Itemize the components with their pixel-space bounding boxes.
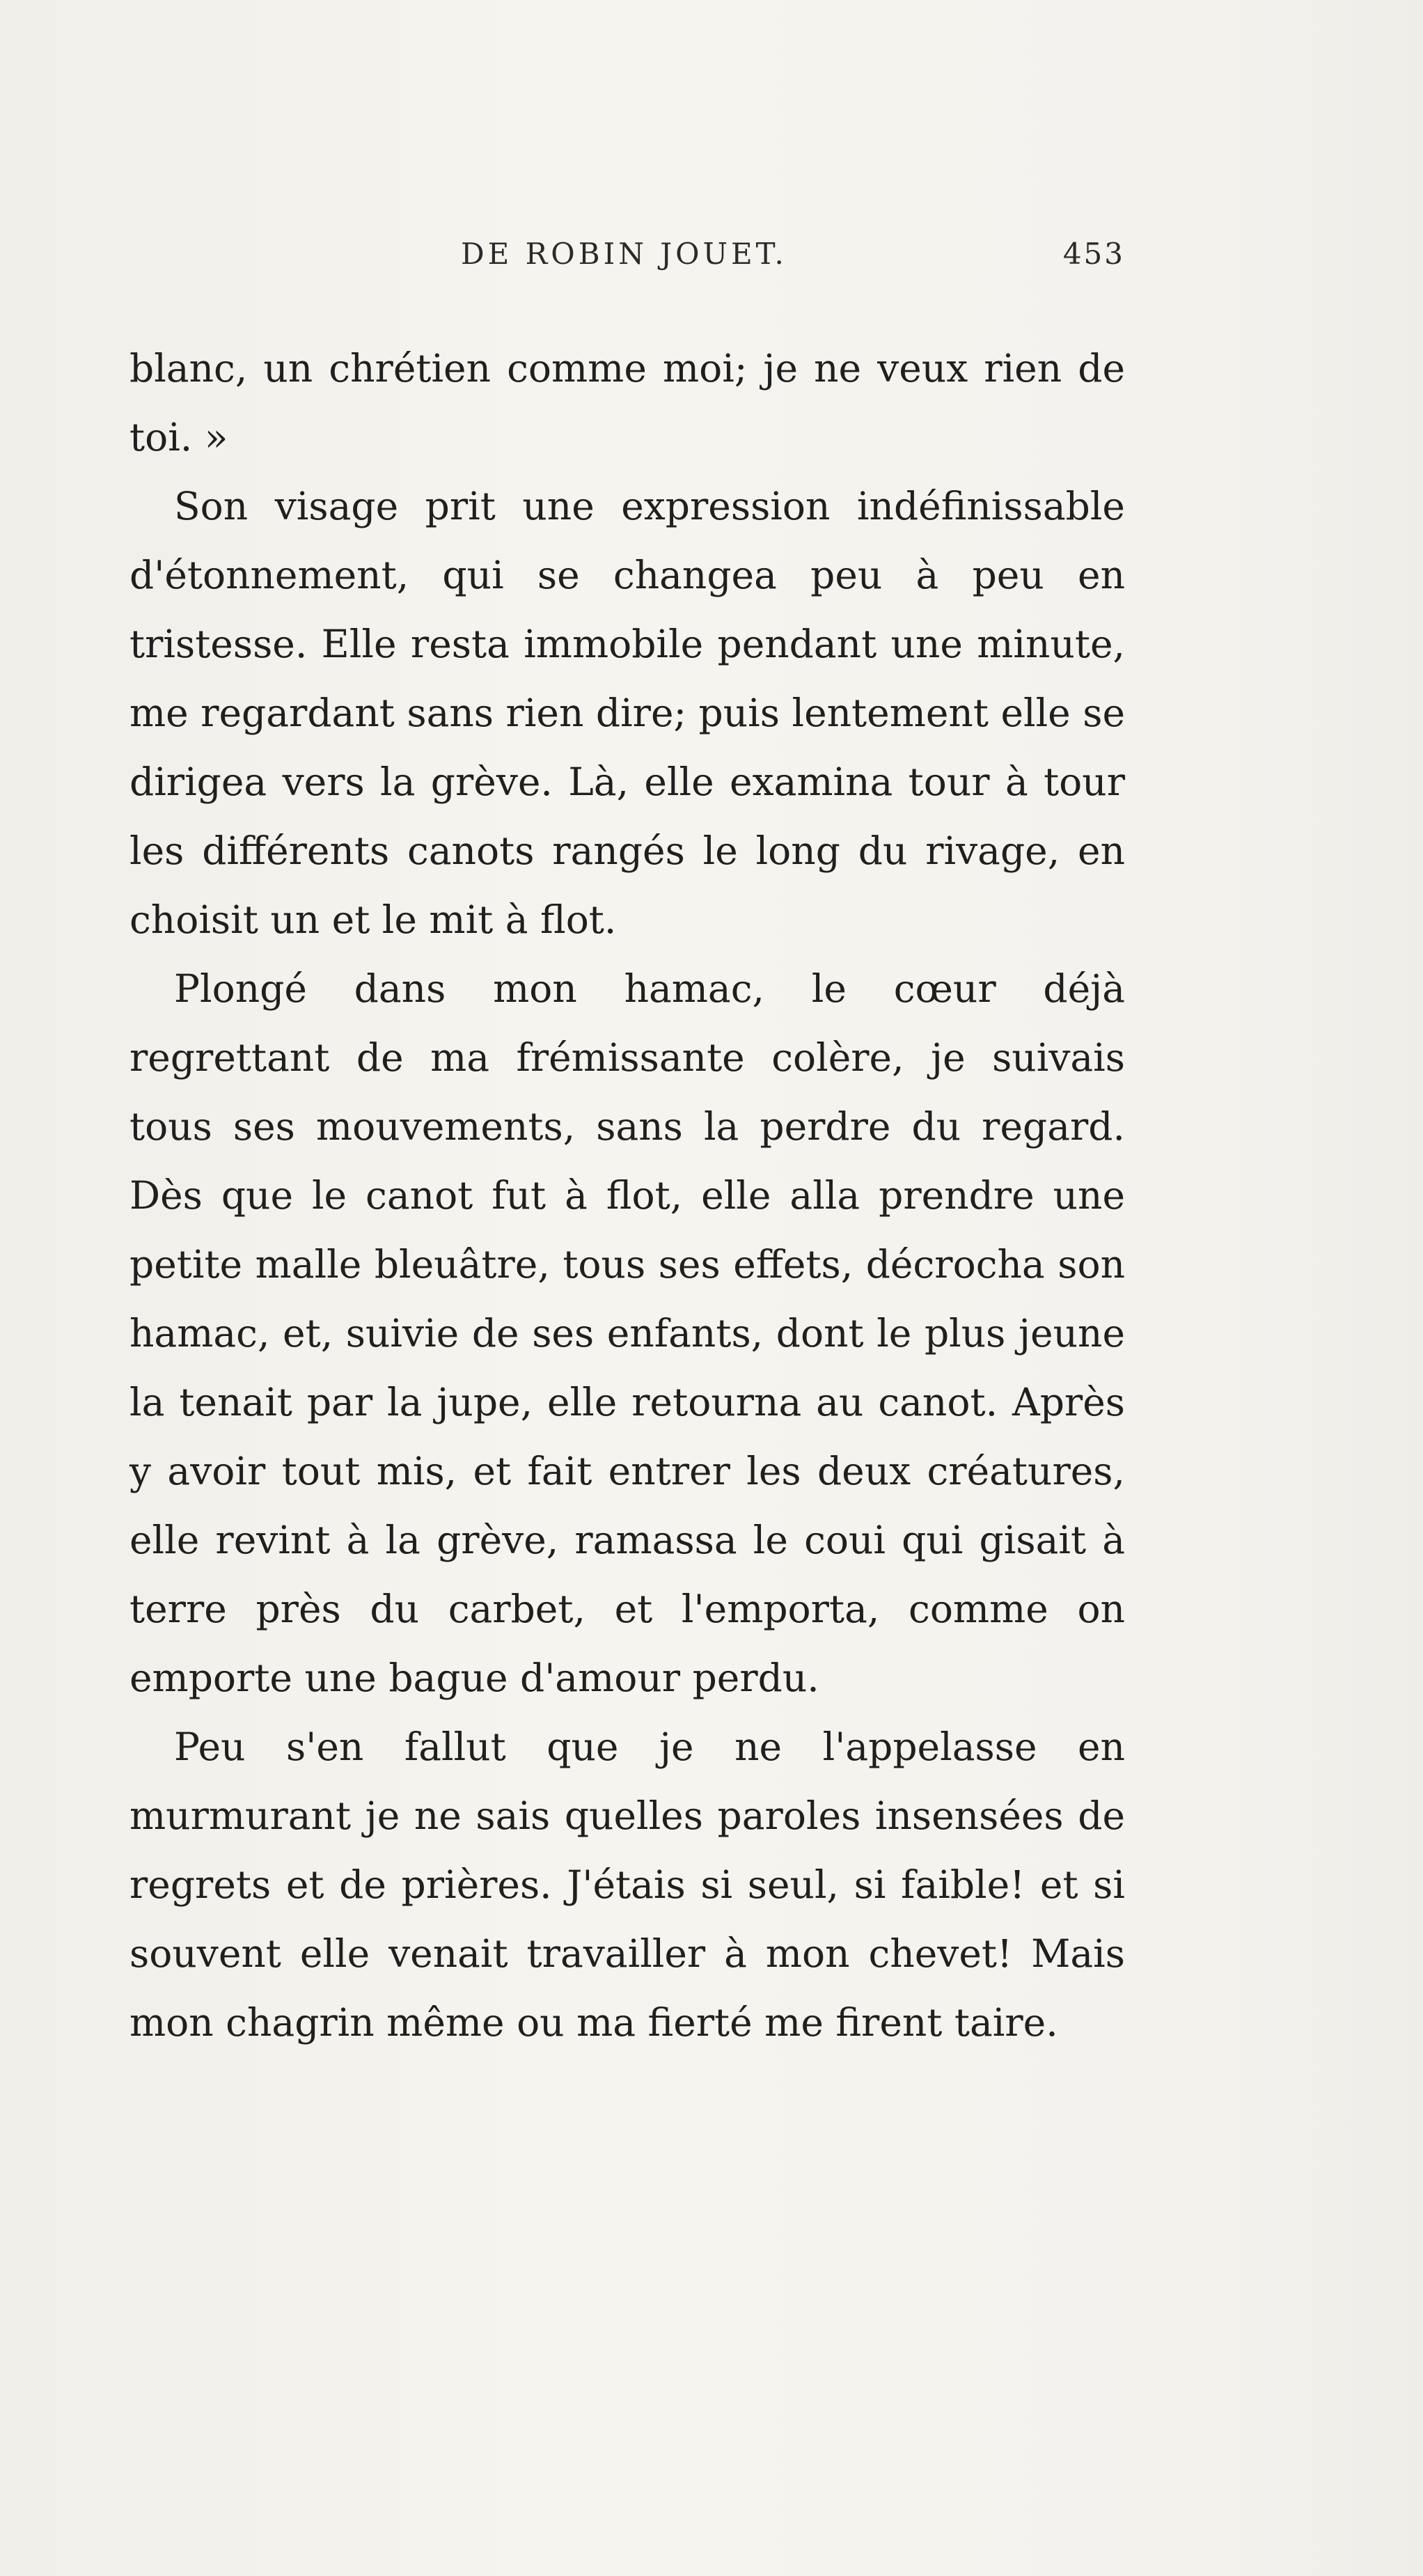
body-text	[129, 334, 1125, 2057]
paragraph-4: Peu s'en fallut que je ne l'appelasse en murmurant je ne sais quelles paroles insensées de regrets et de prières. J'étais si seul, si faible! et si souvent elle venait travailler à mon chevet! Mais mon chagrin même ou ma fierté me firent taire.	[129, 1725, 1125, 2045]
paragraph-2: Son visage prit une expression indéfinissable d'étonnement, qui se changea peu à peu en tristesse. Elle resta immobile pendant une minute, me regardant sans rien dire; puis lentement elle se dirigea vers la grève. Là, elle examina tour à tour les différents canots rangés le long du rivage, en choisit un et le mit à flot.	[129, 484, 1125, 942]
page-number: 453	[1062, 237, 1125, 271]
running-head	[129, 237, 1125, 285]
running-title: DE ROBIN JOUET.	[461, 237, 787, 271]
paragraph-1: blanc, un chrétien comme moi; je ne veux rien de toi. »	[129, 346, 1125, 460]
paragraph-3: Plongé dans mon hamac, le cœur déjà regrettant de ma frémissante colère, je suivais tous ses mouvements, sans la perdre du regard. Dès que le canot fut à flot, elle alla prendre une petite malle bleuâtre, tous ses effets, décrocha son hamac, et, suivie de ses enfants, dont le plus jeune la tenait par la jupe, elle retourna au canot. Après y avoir tout mis, et fait entrer les deux créatures, elle revint à la grève, ramassa le coui qui gisait à terre près du carbet, et l'emporta, comme on emporte une bague d'amour perdu.	[129, 966, 1125, 1700]
